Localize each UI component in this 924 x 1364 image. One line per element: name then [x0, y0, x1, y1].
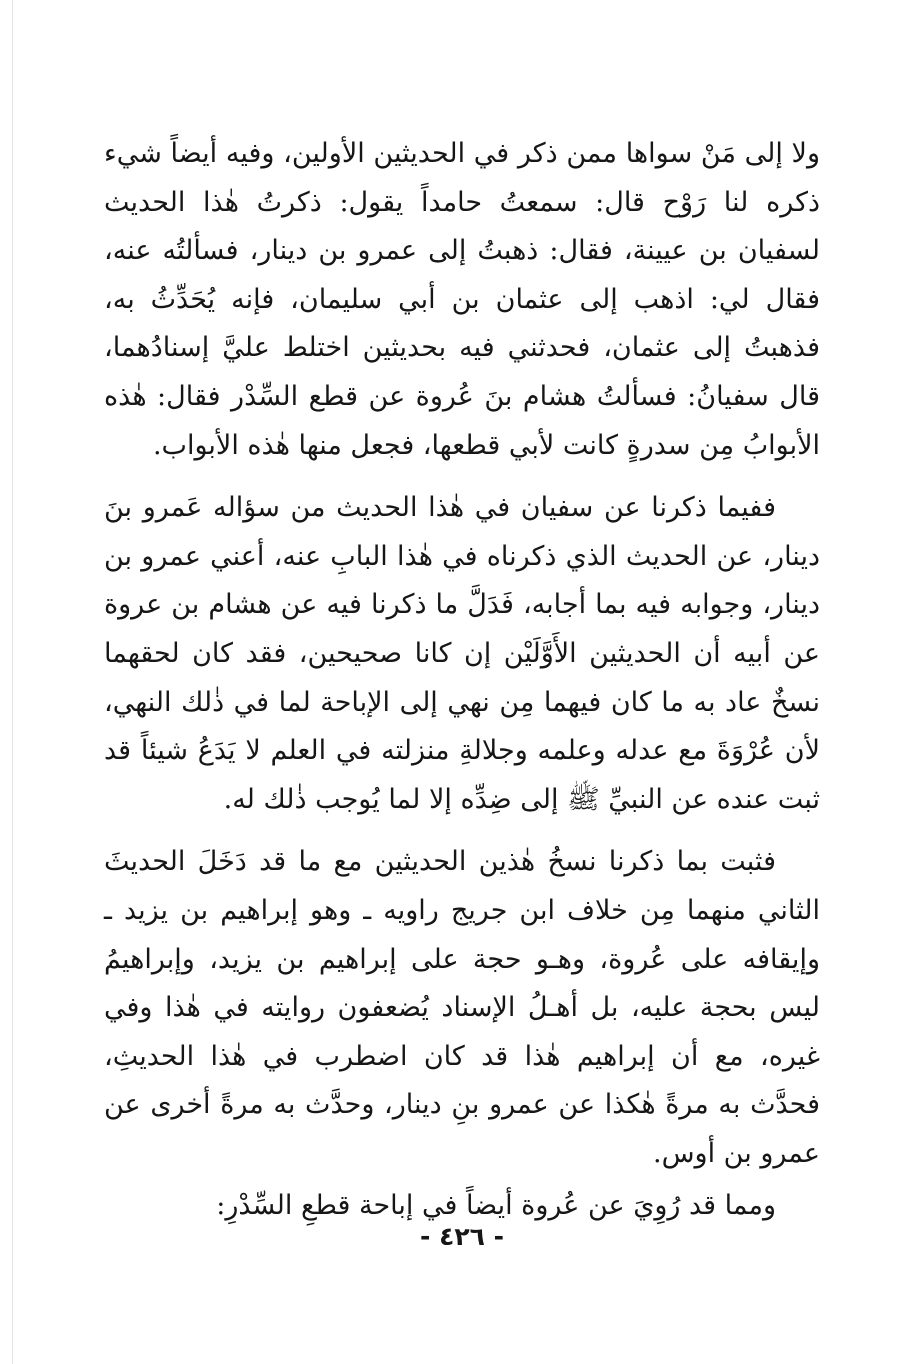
paragraph-2: ففيما ذكرنا عن سفيان في هٰذا الحديث من سؤاله عَمرو بنَ دينار، عن الحديث الذي ذكرناه في هٰذا البابِ عنه، أعني عمرو بن دينار، وجوابه فيه بما أجابه، فَدَلَّ ما ذكرنا فيه عن هشام بن عروة عن أبيه أن الحديثين الأَوَّلَيْن إن كانا صحيحين، فقد كان لحقهما نسخٌ عاد به ما كان فيهما مِن نهي إلى الإباحة لما في ذٰلك النهي، لأن عُرْوَةَ مع عدله وعلمه وجلالةِ منزلته في العلم لا يَدَعُ شيئاً قد ثبت عنده عن النبيِّ ﷺ إلى ضِدِّه إلا لما يُوجب ذٰلك له.	[104, 492, 820, 815]
scan-edge-line	[12, 0, 13, 1364]
paragraph-1: ولا إلى مَنْ سواها ممن ذكر في الحديثين الأولين، وفيه أيضاً شيء ذكره لنا رَوْح قال: سمعتُ حامداً يقول: ذكرتُ هٰذا الحديث لسفيان بن عيينة، فقال: ذهبتُ إلى عمرو بن دينار، فسألتُه عنه، فقال لي: اذهب إلى عثمان بن أبي سليمان، فإنه يُحَدِّثُ به، فذهبتُ إلى عثمان، فحدثني فيه بحديثين اختلط عليَّ إسنادُهما، قال سفيانُ: فسألتُ هشام بنَ عُروة عن قطع السِّدْر فقال: هٰذه الأبوابُ مِن سدرةٍ كانت لأبي قطعها، فجعل منها هٰذه الأبواب.	[104, 138, 820, 461]
body-text	[104, 130, 820, 1231]
paragraph-4: ومما قد رُوِيَ عن عُروة أيضاً في إباحة قطعِ السِّدْرِ:	[216, 1190, 776, 1222]
paragraph-3: فثبت بما ذكرنا نسخُ هٰذين الحديثين مع ما قد دَخَلَ الحديثَ الثاني منهما مِن خلاف ابن جريج راويه ـ وهو إبراهيم بن يزيد ـ وإيقافه على عُروة، وهـو حجة على إبراهيم بن يزيد، وإبراهيمُ ليس بحجة عليه، بل أهـلُ الإسناد يُضعفون روايته في هٰذا وفي غيره، مع أن إبراهيم هٰذا قد كان اضطرب في هٰذا الحديثِ، فحدَّث به مرةً هٰكذا عن عمرو بنِ دينار، وحدَّث به مرةً أخرى عن عمرو بن أوس.	[104, 846, 820, 1169]
page-number: - ٤٢٦ -	[420, 1222, 504, 1251]
